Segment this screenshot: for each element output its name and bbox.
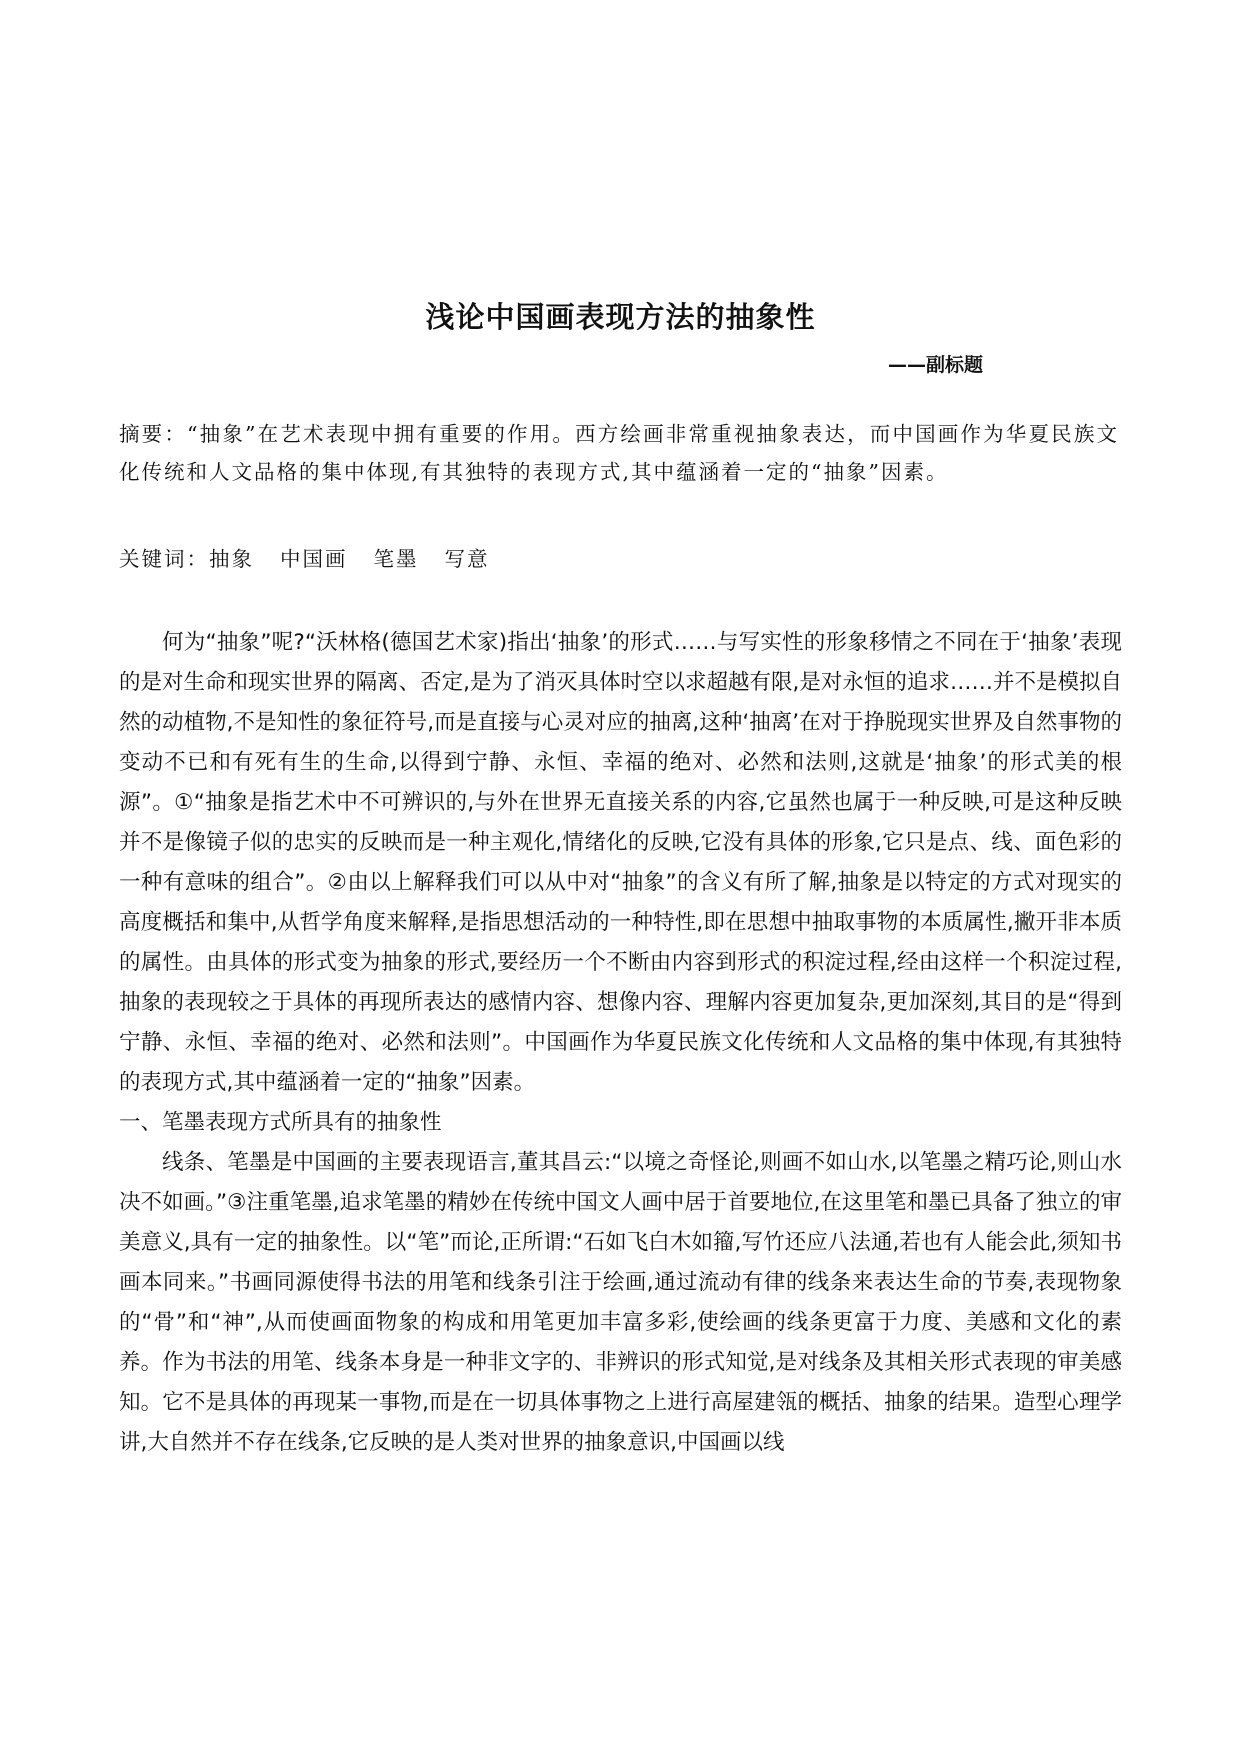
abstract	[119, 415, 1119, 491]
abstract-text: “抽象”在艺术表现中拥有重要的作用。西方绘画非常重视抽象表达，而中国画作为华夏民族文化传统和人文品格的集中体现,有其独特的表现方式,其中蕴涵着一定的“抽象”因素。	[119, 422, 1119, 484]
keywords	[119, 540, 1119, 578]
keyword-item: 抽象	[209, 547, 254, 571]
keyword-item: 写意	[444, 547, 490, 571]
document-title: 浅论中国画表现方法的抽象性	[425, 300, 816, 334]
body-text	[119, 623, 1122, 1463]
section-paragraph: 线条、笔墨是中国画的主要表现语言,董其昌云:“以境之奇怪论,则画不如山水,以笔墨之精巧论,则山水决不如画。”③注重笔墨,追求笔墨的精妙在传统中国文人画中居于首要地位,在这里笔和墨已具备了独立的审美意义,具有一定的抽象性。以“笔”而论,正所谓:“石如飞白木如籀,写竹还应八法通,若也有人能会此,须知书画本同来。”书画同源使得书法的用笔和线条引注于绘画,通过流动有律的线条来表达生命的节奏,表现物象的“骨”和“神”,从而使画面物象的构成和用笔更加丰富多彩,使绘画的线条更富于力度、美感和文化的素养。作为书法的用笔、线条本身是一种非文字的、非辨识的形式知觉,是对线条及其相关形式表现的审美感知。它不是具体的再现某一事物,而是在一切具体事物之上进行高屋建瓴的概括、抽象的结果。造型心理学讲,大自然并不存在线条,它反映的是人类对世界的抽象意识,中国画以线	[119, 1150, 1122, 1455]
abstract-label: 摘要：	[119, 422, 188, 446]
keyword-item: 笔墨	[373, 547, 419, 571]
section-heading: 一、笔墨表现方式所具有的抽象性	[119, 1110, 442, 1135]
document-subtitle: ——副标题	[887, 354, 983, 376]
keyword-item: 中国画	[280, 547, 348, 571]
body-paragraph: 何为“抽象”呢?“沃林格(德国艺术家)指出‘抽象’的形式……与写实性的形象移情之不同在于‘抽象’表现的是对生命和现实世界的隔离、否定,是为了消灭具体时空以求超越有限,是对永恒的追求……并不是模拟自然的动植物,不是知性的象征符号,而是直接与心灵对应的抽离,这种‘抽离’在对于挣脱现实世界及自然事物的变动不已和有死有生的生命,以得到宁静、永恒、幸福的绝对、必然和法则,这就是‘抽象’的形式美的根源”。①“抽象是指艺术中不可辨识的,与外在世界无直接关系的内容,它虽然也属于一种反映,可是这种反映并不是像镜子似的忠实的反映而是一种主观化,情绪化的反映,它没有具体的形象,它只是点、线、面色彩的一种有意味的组合”。②由以上解释我们可以从中对“抽象”的含义有所了解,抽象是以特定的方式对现实的高度概括和集中,从哲学角度来解释,是指思想活动的一种特性,即在思想中抽取事物的本质属性,撇开非本质的属性。由具体的形式变为抽象的形式,要经历一个不断由内容到形式的积淀过程,经由这样一个积淀过程,抽象的表现较之于具体的再现所表达的感情内容、想像内容、理解内容更加复杂,更加深刻,其目的是“得到宁静、永恒、幸福的绝对、必然和法则”。中国画作为华夏民族文化传统和人文品格的集中体现,有其独特的表现方式,其中蕴涵着一定的“抽象”因素。	[119, 630, 1122, 1095]
keywords-label: 关键词：	[119, 547, 209, 571]
